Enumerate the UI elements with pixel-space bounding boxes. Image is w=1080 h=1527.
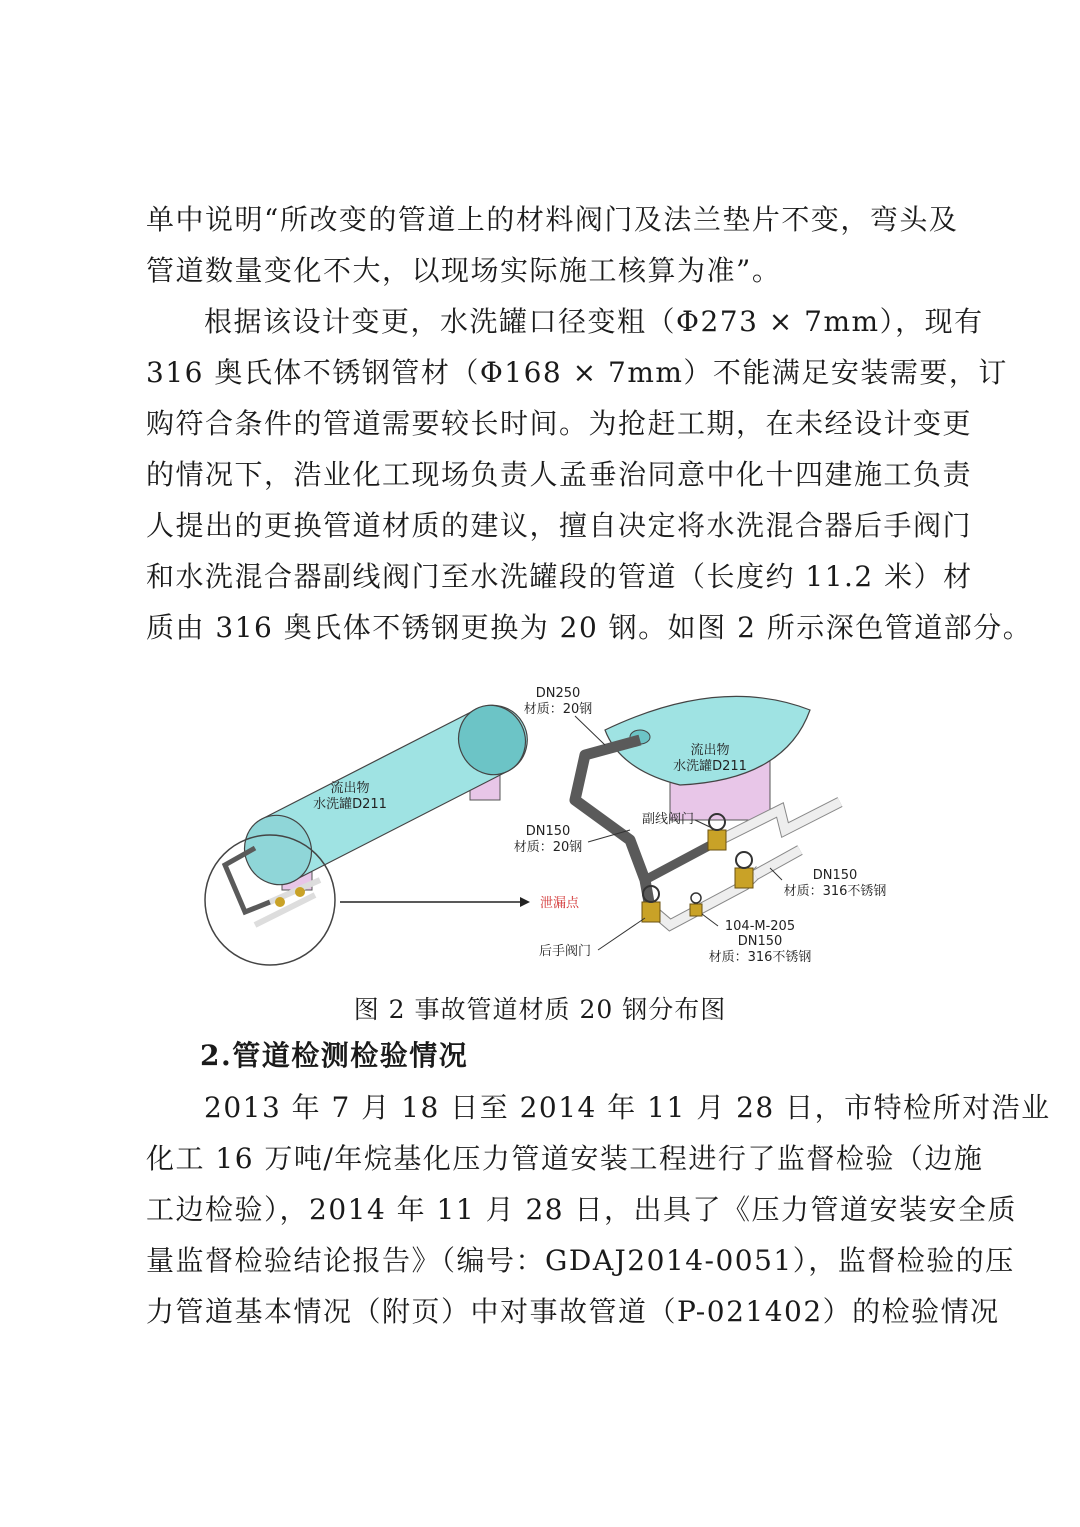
tank-label-right-line1: 流出物: [690, 743, 730, 758]
section-title: 2.管道检测检验情况: [200, 1039, 469, 1072]
tank-label-left-line2: 水洗罐D211: [313, 797, 387, 812]
leader-line: [770, 868, 782, 880]
line-number-label: 104-M-205: [724, 919, 796, 934]
text-line: 和水洗混合器副线阀门至水洗罐段的管道（长度约 11.2 米）材: [146, 560, 973, 593]
dn250-label: DN250: [535, 686, 581, 701]
figure-caption: 图 2 事故管道材质 20 钢分布图: [353, 995, 727, 1024]
text-line: 根据该设计变更，水洗罐口径变粗（Φ273 × 7mm），现有: [204, 305, 984, 338]
dn150-ss-top-label: DN150: [812, 868, 858, 883]
paragraph-continuation: [146, 194, 959, 296]
dn150-ss-bottom-material: 材质：316不锈钢: [708, 950, 812, 965]
control-valve-icon: [735, 852, 753, 888]
tank-label-left-line1: 流出物: [330, 781, 370, 796]
leader-line: [575, 716, 605, 745]
pipeline-figure: [200, 680, 890, 980]
leader-line: [702, 914, 718, 926]
dn150-steel-material: 材质：20钢: [513, 840, 583, 855]
paragraph-design-change: [146, 296, 1033, 653]
leader-line: [598, 918, 645, 950]
text-line: 管道数量变化不大，以现场实际施工核算为准”。: [146, 254, 782, 287]
text-line: 量监督检验结论报告》（编号：GDAJ2014-0051），监督检验的压: [146, 1244, 1015, 1277]
text-line: 人提出的更换管道材质的建议，擅自决定将水洗混合器后手阀门: [146, 509, 973, 542]
dn250-material: 材质：20钢: [523, 702, 593, 717]
dn150-ss-top-material: 材质：316不锈钢: [783, 884, 887, 899]
text-line: 力管道基本情况（附页）中对事故管道（P-021402）的检验情况: [146, 1295, 1000, 1328]
text-line: 的情况下，浩业化工现场负责人孟垂治同意中化十四建施工负责: [146, 458, 973, 491]
paragraph-inspection: [146, 1082, 1051, 1337]
text-line: 316 奥氏体不锈钢管材（Φ168 × 7mm）不能满足安装需要，订: [146, 356, 1008, 389]
tank-label-right-line2: 水洗罐D211: [673, 759, 747, 774]
rear-valve-label: 后手阀门: [538, 944, 592, 959]
bypass-valve-label: 副线阀门: [641, 812, 695, 827]
text-line: 单中说明“所改变的管道上的材料阀门及法兰垫片不变，弯头及: [146, 203, 959, 236]
dn150-steel-label: DN150: [525, 824, 571, 839]
text-line: 化工 16 万吨/年烷基化压力管道安装工程进行了监督检验（边施: [146, 1142, 984, 1175]
arrow-head: [520, 897, 530, 907]
leak-point-label: 泄漏点: [540, 896, 580, 911]
dn150-ss-bottom-label: DN150: [737, 934, 783, 949]
text-line: 质由 316 奥氏体不锈钢更换为 20 钢。如图 2 所示深色管道部分。: [146, 611, 1033, 644]
text-line: 工边检验），2014 年 11 月 28 日，出具了《压力管道安装安全质: [146, 1193, 1018, 1226]
small-valve-icon: [690, 893, 702, 916]
text-line: 2013 年 7 月 18 日至 2014 年 11 月 28 日，市特检所对浩业: [204, 1091, 1051, 1124]
text-line: 购符合条件的管道需要较长时间。为抢赶工期，在未经设计变更: [146, 407, 973, 440]
